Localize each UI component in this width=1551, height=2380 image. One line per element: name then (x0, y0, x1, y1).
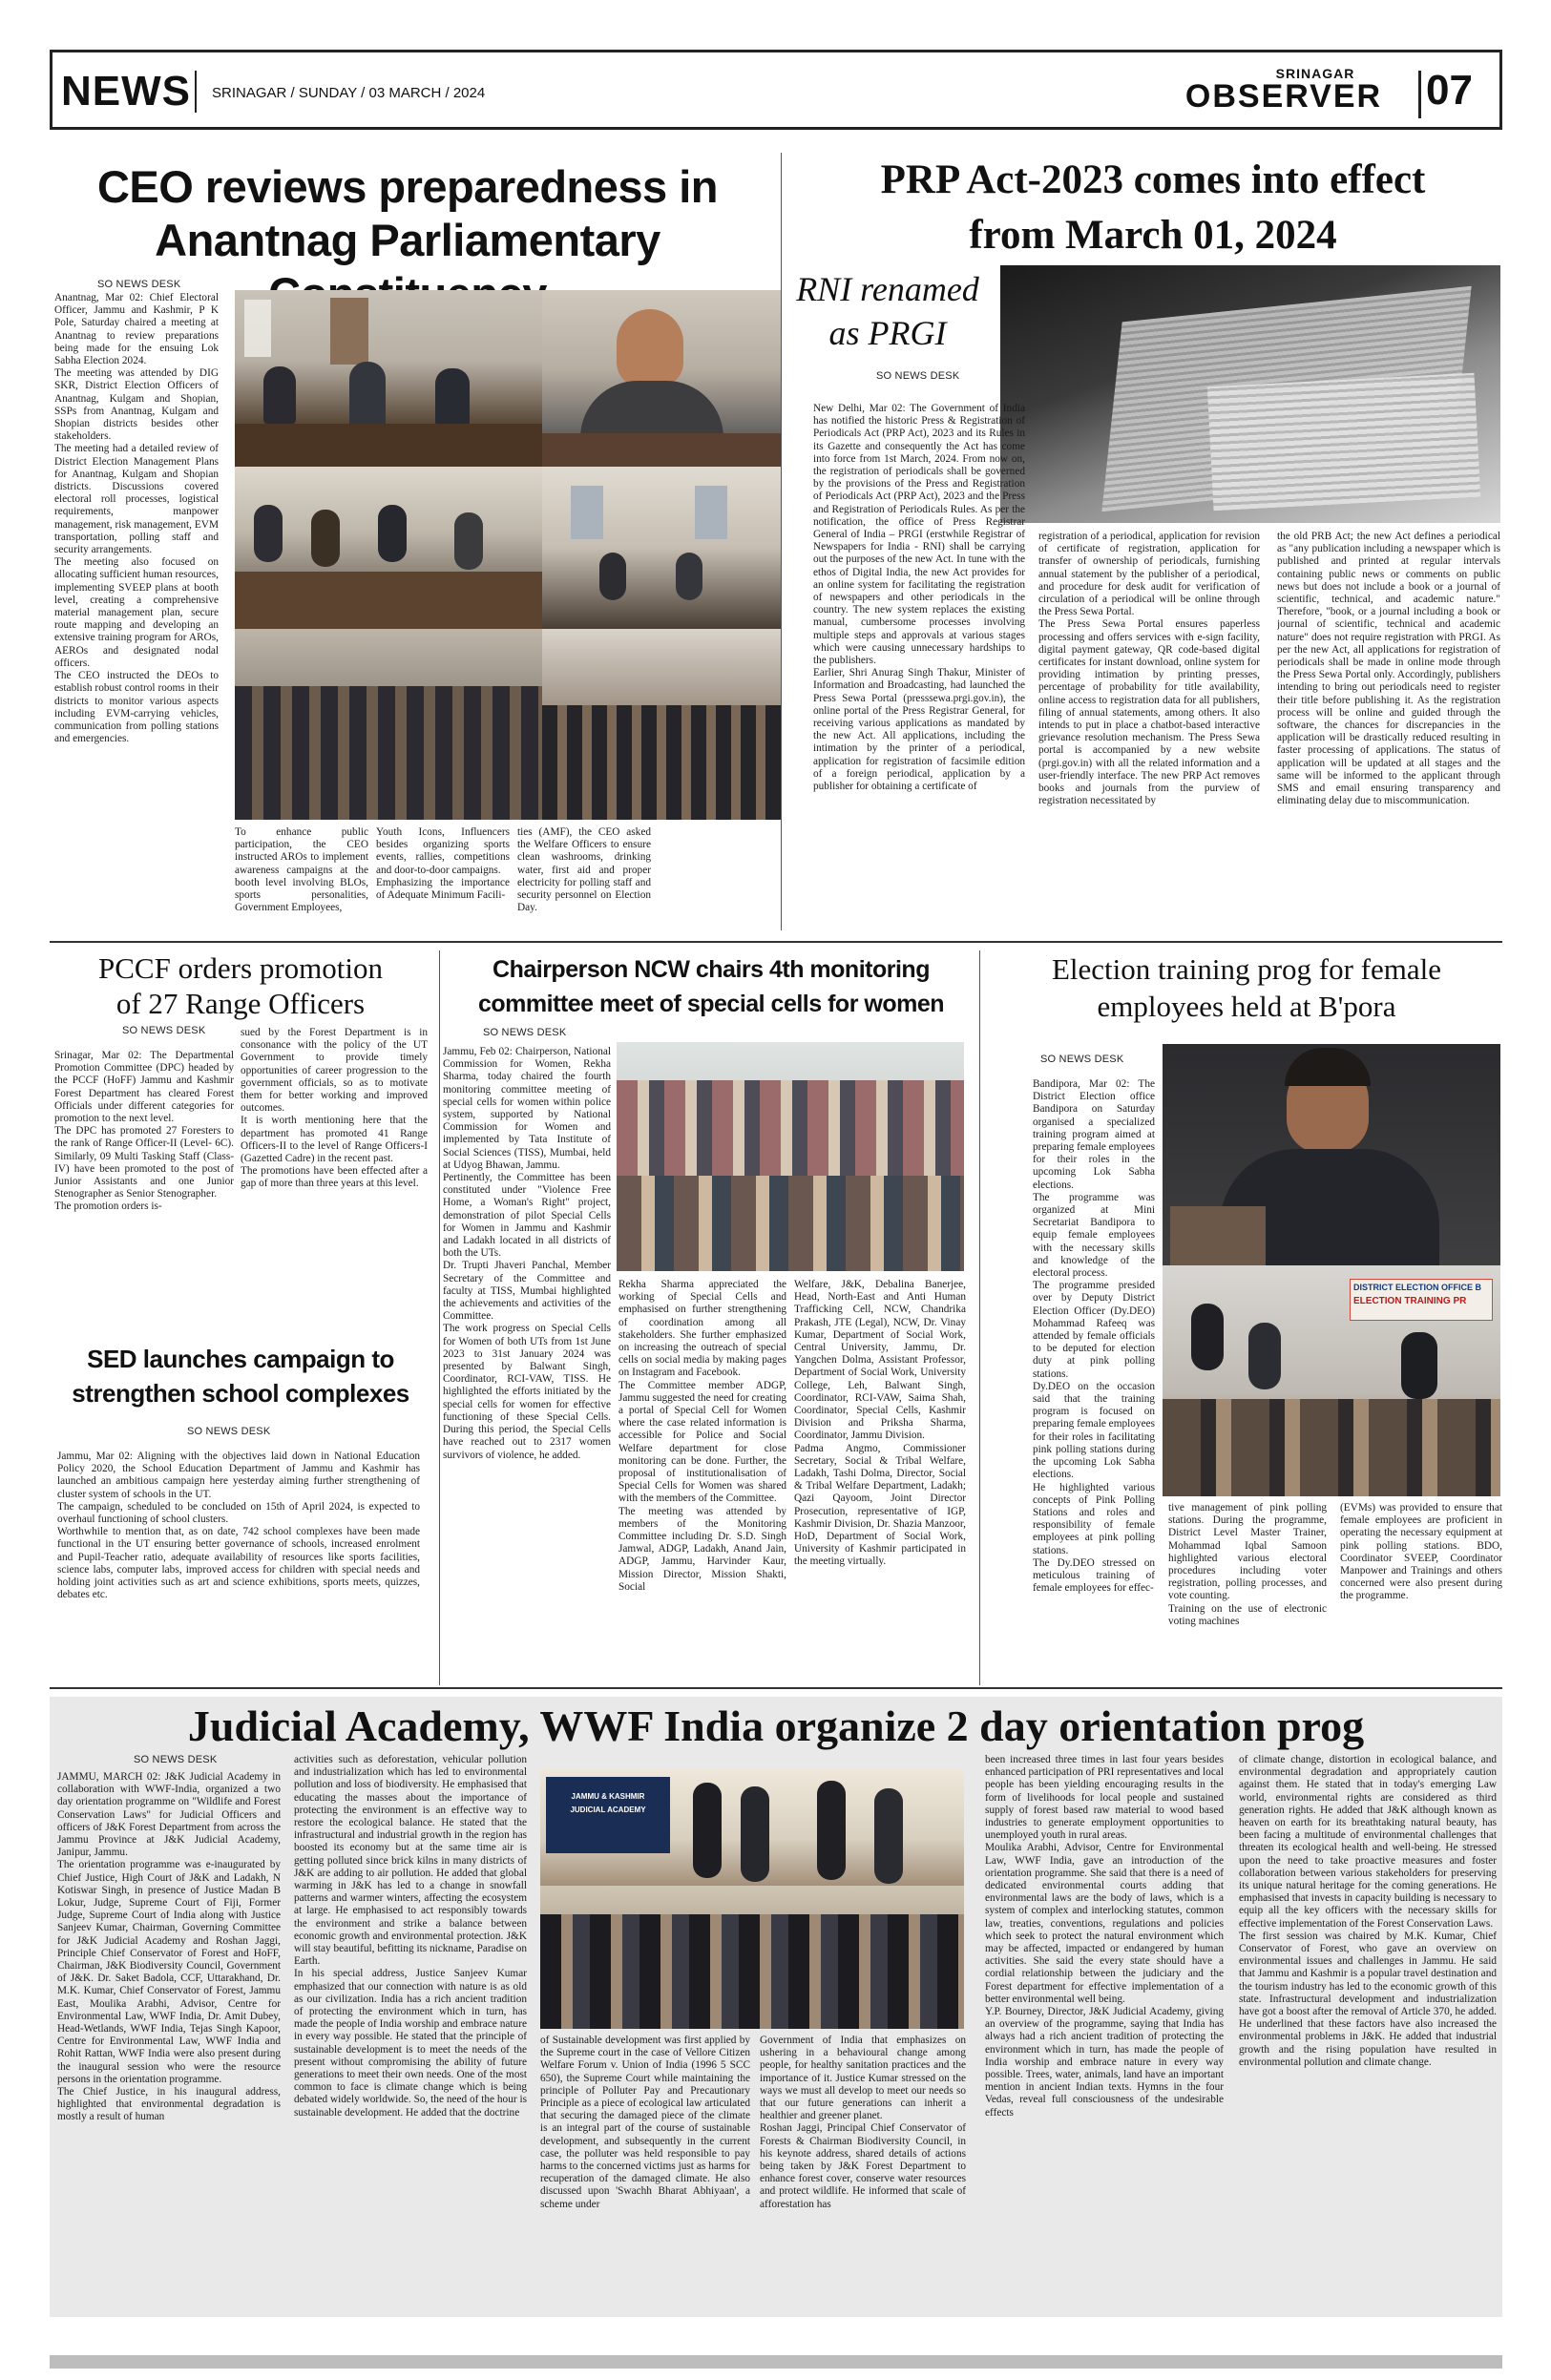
newspaper-photo (1000, 265, 1500, 523)
article-column: activities such as deforestation, vehicular pollution and industrialization which has led to environmental pollution and loss of biodiversity. He emphasised that educating the masses about the importance of protecting the environment is an effective way to restore the ecological balance. He stated that the infrastructural and industrial growth in the region has boosted its economy but at the same time air is getting polluted since brick kilns in many districts of J&K are adding to air pollution. He added that global warming in J&K has led to a change in snowfall patterns and warmer winters, affecting the ecosystem at large. He emphasised to act responsibly towards the environment and strike a balance between economic growth and environmental protection. J&K will stay beautiful, befitting its nickname, Paradise on Earth. In his special address, Justice Sanjeev Kumar emphasized that our connection with nature is as old as our civilization. India has a rich ancient tradition of protecting the environment which in turn, has made the people of India worship and embrace nature in every way possible. He stated that the principle of sustainable development is to meet the needs of the present without compromising the ability of future generations to meet their own needs. One of the most common to face is climate change which is being debated widely worldwide. So, the need of the hour is sustainable development. He added that the doctrine (294, 1754, 527, 2119)
headline: Chairperson NCW chairs 4th monitoring committee meet of special cells for women (478, 956, 944, 1017)
byline: SO NEWS DESK (97, 279, 181, 290)
news-photo (235, 467, 542, 629)
training-photo (1163, 1265, 1500, 1496)
event-photo (540, 1769, 964, 1886)
dateline: SRINAGAR / SUNDAY / 03 MARCH / 2024 (212, 85, 486, 101)
headline: PRP Act-2023 comes into effect from March 01, 2024 (880, 157, 1426, 258)
header-divider (1418, 71, 1421, 118)
byline: SO NEWS DESK (122, 1025, 206, 1036)
article-column: JAMMU, MARCH 02: J&K Judicial Academy in collaboration with WWF-India, organized a two day orientation programme on "Wildlife and Forest Conservation Laws" for Judicial Officers and officers of J&K Forest Department from across the Jammu Province at J&K Judicial Academy, Janipur, Jammu. The orientation programme was e-inaugurated by Chief Justice, High Court of J&K and Ladakh, N Kotiswar Singh, in presence of Justice Madan B Lokur, Judge, Supreme Court of Fiji, Former Judge, Supreme Court of India along with Justice Sanjeev Kumar, Chairman, Governing Committee for J&K Judicial Academy and Roshan Jaggi, Principle Chief Conservator of Forest and HoFF, Chairman, J&K Biodiversity Council, Government of J&K. Dr. Saket Badola, CCF, Uttarakhand, Dr. M.K. Kumar, Chief Conservator of Forest, Jammu East, Moulika Arabhi, Advisor, Centre for Environmental Law, WWF India, Dr. Amit Dubey, Head-Wetlands, WWF India, Tejas Singh Kapoor, Centre for Environmental Law, WWF India and Rohit Rattan, WWF India were also present during the inaugural session who were the resource persons in the orientation programme. The Chief Justice, in his inaugural address, highlighted that environmental degradation is mostly a result of human (57, 1771, 281, 2123)
footer-bar (50, 2355, 1502, 2369)
news-photo (235, 290, 542, 467)
headline: PCCF orders promotion of 27 Range Officers (98, 951, 383, 1020)
article-column: sued by the Forest Department is in consonance with the policy of the UT Government to provide timely opportunities of career progression to the government officials, so as to motivate them for better working and improved outcomes. It is worth mentioning here that the department has promoted 41 Range Officers-II to the level of Range Officers-I (Gazetted Cadre) in the recent past. The promotions have been effected after a gap of more than three years at this level. (241, 1027, 428, 1190)
column-rule (979, 950, 980, 1685)
article-column: New Delhi, Mar 02: The Government of India has notified the historic Press & Registration of Periodicals Act (PRP Act), 2023 and its Rules in its Gazette and consequently the Act has come into force from 1st March, 2024. From now on, the registration of periodicals shall be governed by the provisions of the Press and Registration of Periodicals Act (PRP Act), 2023 and the Press and Registration of Periodicals Rules. As per the notification, the office of Press Registrar General of India – PRGI (erstwhile Registrar of Newspapers for India - RNI) shall be carrying out the purposes of the new Act. In tune with the ethos of Digital India, the new Act provides for an online system for facilitating the registration of newspapers and other periodicals in the country. The new system replaces the existing manual, cumbersome processes involving multiple steps and approvals at various stages which were causing unnecessary hardships to the publishers. Earlier, Shri Anurag Singh Thakur, Minister of Information and Broadcasting, had launched the Press Sewa Portal (presssewa.prgi.gov.in), the online portal of the Press Registrar General, for receiving various applications as mandated by the new Act. All applications, including the intimation by the printer of a periodical, application for registration of facsimile edition of a foreign periodical, application by a publisher for obtaining a certificate of (813, 403, 1025, 793)
kicker: RNI renamed as PRGI (796, 270, 979, 352)
section-rule (50, 941, 1502, 943)
headline: Election training prog for female employees held at B'pora (1051, 952, 1441, 1023)
article-column: of climate change, distortion in ecological balance, and environmental degradation and appropriately caution against them. He stated that in today's emerging Law world, environmental rights are considered as third generation rights. He added that J&K although known as heaven on earth for its breathtaking natural beauty, has been facing a multitude of environmental challenges that threaten its ecological health and well-being. He stressed upon the need to take proactive measures and foster collaboration between various stakeholders for preserving its unique natural heritage for the coming generations. He emphasised that invests in capacity building is necessary to equip all the key officers with the necessary skills for effective implementation of the Forest Conservation Laws. The first session was chaired by M.K. Kumar, Chief Conservator of Forest, who gave an overview on environmental issues and challenges in Jammu. He said that Jammu and Kashmir is a popular travel destination and the tourism industry has led to the economic growth of this state. Infrastructural development and industrialization have got a boost after the removal of Article 370, he added. He underlined that these factors have also increased the environmental problems in J&K. He added that industrial growth and the rising population have resulted in environmental pollution and climate change. (1239, 1754, 1497, 2068)
news-photo (542, 629, 781, 820)
article-column: Rekha Sharma appreciated the working of Special Cells and emphasised on further strengthening of coordination among all stakeholders. She further emphasized on increasing the outreach of special cells on social media by making pages on Instagram and Facebook. The Committee member ADGP, Jammu suggested the need for creating a portal of Special Cell for Women where the case related information is accessible for Police and Social Welfare department for close monitoring can be done. Further, the proposal of institutionalisation of Special Cells for Women was shared with the members of the Committee. The meeting was attended by members of the Monitoring Committee including Dr. S.D. Singh Jamwal, ADGP, Ladakh, Anand Jain, ADGP, Jammu, Harvinder Kaur, Mission Director, Mission Shakti, Social (618, 1279, 786, 1593)
header-divider (195, 71, 197, 113)
section-label: NEWS (61, 68, 191, 115)
headline: SED launches campaign to strengthen school complexes (72, 1345, 409, 1408)
page-number: 07 (1426, 67, 1473, 114)
article-column: Jammu, Mar 02: Aligning with the objectives laid down in National Education Policy 2020, the School Education Department of Jammu and Kashmir has launched an ambitious campaign here yesterday aiming further strengthening of cluster system of schools in the UT. The campaign, scheduled to be concluded on 15th of April 2024, is expected to overhaul functioning of school clusters. Worthwhile to mention that, as on date, 742 school complexes have been made functional in the UT ensuring better governance of schools, increased enrolment and Pupil-Teacher ratio, adequate availability of resources like sports facilities, science labs, computer labs, improved access for children with special needs and holding joint activities such as art and science exhibitions, sports meets, quizzes, debates etc. (57, 1451, 420, 1601)
article-column: (EVMs) was provided to ensure that female employees are proficient in operating the necessary equipment at pink polling stations. BDO, Coordinator SVEEP, Coordinator Manpower and Trainings and others concerned were also present during the programme. (1340, 1502, 1502, 1602)
article-column: Welfare, J&K, Debalina Banerjee, Head, North-East and Anti Human Trafficking Cell, NCW, Chandrika Prakash, JTE (Legal), NCW, Dr. Vinay Kumar, Department of Social Work, Central University, Jammu, Dr. Yangchen Dolma, Assistant Professor, Department of Social Work, University College, Leh, Balwant Singh, Coordinator, RCI-VAW, Saima Shah, Coordinator, Special Cells, Kashmir Division and Priksha Sharma, Coordinator, Jammu Division. Padma Angmo, Commissioner Secretary, Social & Tribal Welfare, Ladakh, Tashi Dolma, Director, Social & Tribal Welfare Department, Ladakh; Qazi Qayoom, Joint Director Prosecution, representative of IGP, Kashmir Division, Dr. Shazia Manzoor, HoD, Department of Social Work, University of Kashmir participated in the meeting virtually. (794, 1279, 966, 1568)
article-column: ties (AMF), the CEO asked the Welfare Officers to ensure clean washrooms, drinking water, first aid and proper electricity for polling staff and security personnel on Election Day. (517, 826, 651, 914)
article-column: Bandipora, Mar 02: The District Election office Bandipora on Saturday organised a specialized training program aimed at preparing female employees for their roles in the upcoming Lok Sabha elections. The programme was organized at Mini Secretariat Bandipora to equip female employees with the necessary skills and knowledge of the electoral process. The programme presided over by Deputy District Election Officer (Dy.DEO) Mohammad Rafeeq was attended by female officials to be deputed for election duty at pink polling stations. Dy.DEO on the occasion said that the training program is focused on preparing female employees for their roles in facilitating pink polling stations during the upcoming Lok Sabha elections. He highlighted various concepts of Pink Polling Stations and roles and responsibility of female employees at pink polling stations. The Dy.DEO stressed on meticulous training of female employees for effec- (1033, 1078, 1155, 1595)
article-column: of Sustainable development was first applied by the Supreme court in the case of Vellore Citizen Welfare Forum v. Union of India (1996 5 SCC 650), the Supreme Court while maintaining the principle of Polluter Pay and Precautionary Principle as a piece of ecological law articulated that securing the damaged piece of the climate is an integral part of the course of sustainable development, and subsequently in the current case, the polluter was held responsible to pay harms to the concerned victims just as harms for recuperation of the damaged climate. He also discussed upon 'Swachh Bharat Abhiyaan', a scheme under (540, 2035, 750, 2210)
section-rule (50, 1687, 1502, 1689)
brand-top: SRINAGAR (1275, 66, 1355, 81)
news-photo (235, 629, 542, 820)
byline: SO NEWS DESK (187, 1426, 271, 1437)
article-column: the old PRB Act; the new Act defines a periodical as "any publication including a newspaper which is published and printed at regular intervals containing public news or comments on public news but does not include a book or a journal of scientific, technical, and academic nature." Therefore, "book, or a journal including a book or journal of scientific, technical and academic nature" does not require registration with PRGI. As per the new Act, all applications for registration of periodicals shall be made in online mode through the Press Sewa Portal only. Accordingly, publishers intending to bring out periodicals need to register their title before publishing it. As the registration process will be online and guided through the software, the chances for discrepancies in the application will be drastically reduced resulting in faster processing of applications. The status of application will be updated at all stages and the same will be informed to the applicant through SMS and email ensuring transparency and eliminating delay due to miscommunication. (1277, 531, 1500, 807)
article-column: Anantnag, Mar 02: Chief Electoral Officer, Jammu and Kashmir, P K Pole, Saturday chaired a meeting at Anantnag to review preparations being made for the ensuing Lok Sabha Election 2024. The meeting was attended by DIG SKR, District Election Officers of Anantnag, Kulgam and Shopian, SSPs from Anantnag, Kulgam and Shopian districts besides other stakeholders. The meeting had a detailed review of District Election Management Plans for Anantnag, Kulgam and Shopian districts. Discussions covered electoral roll processes, logistical requirements, manpower management, risk management, EVM transportation, polling staff and security arrangements. The meeting also focused on allocating sufficient human resources, implementing SVEEP plans at booth level, creating a comprehensive material management plan, secure route mapping and developing an extensive training program for AROs, AEROs and designated nodal officers. The CEO instructed the DEOs to establish robust control rooms in their districts to monitor various aspects including EVM-carrying vehicles, communication from polling stations and emergencies. (54, 292, 219, 745)
article-column: tive management of pink polling stations. During the programme, District Level Master Trainer, Mohammad Iqbal Samoon highlighted various electoral procedures including voter registration, polling processes, and vote counting. Training on the use of electronic voting machines (1168, 1502, 1327, 1627)
headline: Judicial Academy, WWF India organize 2 day orientation prog (187, 1701, 1365, 1750)
news-photo (542, 290, 781, 467)
headline: CEO reviews preparedness in Anantnag Parliamentary (96, 161, 718, 265)
article-column: Jammu, Feb 02: Chairperson, National Commission for Women, Rekha Sharma, today chaired the fourth monitoring committee meeting of special cells for women within police system, supported by National Commission for Women and implemented by Tata Institute of Social Sciences (TISS), Mumbai, held at Udyog Bhawan, Jammu. Pertinently, the Committee has been constituted under "Violence Free Home, a Woman's Right" project, demonstration of pilot Special Cells for Women in Jammu and Kashmir and Ladakh located in all districts of both the UTs. Dr. Trupti Jhaveri Panchal, Member Secretary of the Committee and faculty at TISS, Mumbai highlighted the achievements and activities of the Committee. The work progress on Special Cells for Women of both UTs from 1st June 2023 to 31st January 2024 was presented by Balwant Singh, Coordinator, RCI-VAW, TISS. He highlighted the efforts initiated by the special cells for women for effective functioning of these Special Cells. During this period, the Special Cells have reached out to 2317 women survivors of violence, he added. (443, 1046, 611, 1461)
brand-logo: OBSERVER (1184, 78, 1383, 115)
byline: SO NEWS DESK (483, 1027, 567, 1038)
column-rule (439, 950, 440, 1685)
group-photo (617, 1042, 964, 1271)
news-photo (542, 467, 781, 629)
article-column: been increased three times in last four years besides enhanced participation of PRI representatives and local people has been yielding encouraging results in the form of livelihoods for local people and sustained supply of forest based raw material to wood based industries to generate employment opportunities to unemployed youth in rural areas. Moulika Arabhi, Advisor, Centre for Environmental Law, WWF India, gave an introduction of the orientation programme. She said that there is a need of dedicated environmental courts adding that environmental laws are the body of laws, which is a system of complex and interlocking statutes, common law, treaties, conventions, regulations and policies which seek to protect the natural environment which may be affected, impacted or endangered by human activities. She said the every state should have a cordial relationship between the judiciary and the Forest department for effective implementation of a better environmental well being. Y.P. Bourney, Director, J&K Judicial Academy, giving an overview of the programme, saying that India has always had a rich ancient tradition of protecting the environment which in turn, has made the people of India worship and embrace nature in every way possible. Trees, water, animals, land have an important mention in ancient Indian texts. Hymns in the four Vedas, reveal full consciousness of the undesirable effects (985, 1754, 1224, 2119)
article-column: Youth Icons, Influencers besides organizing sports events, rallies, competitions and door-to-door campaigns. Emphasizing the importance of Adequate Minimum Facili- (376, 826, 510, 902)
academy-sign: JUDICIAL ACADEMY (570, 1806, 646, 1814)
event-banner: ELECTION TRAINING PR (1353, 1296, 1467, 1306)
academy-sign: JAMMU & KASHMIR (571, 1792, 645, 1801)
trainer-photo (1163, 1044, 1500, 1265)
byline: SO NEWS DESK (876, 370, 960, 382)
event-photo (540, 1886, 964, 2029)
column-rule (781, 153, 782, 930)
article-column: Government of India that emphasizes on ushering in a behavioural change among people, for healthy sanitation practices and the importance of it. Justice Kumar stressed on the ways we must all develop to meet our needs so that our future generations can inherit a healthier and greener planet. Roshan Jaggi, Principal Chief Conservator of Forests & Chairman Biodiversity Council, in his keynote address, shared details of actions being taken by J&K Forest Department to enhance forest cover, conserve water resources and protect wildlife. He informed that scale of afforestation has (760, 2035, 966, 2210)
byline: SO NEWS DESK (1040, 1054, 1124, 1065)
byline: SO NEWS DESK (134, 1754, 218, 1765)
article-column: To enhance public participation, the CEO instructed AROs to implement awareness campaigns at the booth level involving BLOs, sports personalities, Government Employees, (235, 826, 368, 914)
event-banner: DISTRICT ELECTION OFFICE B (1353, 1283, 1481, 1292)
article-column: Srinagar, Mar 02: The Departmental Promotion Committee (DPC) headed by the PCCF (HoFF) Jammu and Kashmir Forest Department has cleared Forest Officials under different categories for promotion to the next level. The DPC has promoted 27 Foresters to the rank of Range Officer-II (Level- 6C). Similarly, 09 Multi Tasking Staff (Class-IV) have been promoted to the post of Junior Assistants and one Junior Stenographer as Senior Stenographer. The promotion orders is- (54, 1050, 234, 1213)
article-column: registration of a periodical, application for revision of certificate of registration, application for transfer of ownership of periodicals, furnishing annual statement by the publisher of a periodical, and procedure for desk audit for verification of circulation of a periodical will be online through the Press Sewa Portal. The Press Sewa Portal ensures paperless processing and offers services with e-sign facility, digital payment gateway, QR code-based digital certificates for instant download, online system for providing intimation by printing presses, percentage of probability for title availability, online access to registration data for all publishers, filing of annual statements, among others. It also intends to put in place a chatbot-based interactive grievance resolution mechanism. The Press Sewa portal is accompanied by a new website (prgi.gov.in) with all the related information and a user-friendly interface. The new PRP Act removes books and journals from the purview of registration necessitated by (1038, 531, 1260, 807)
